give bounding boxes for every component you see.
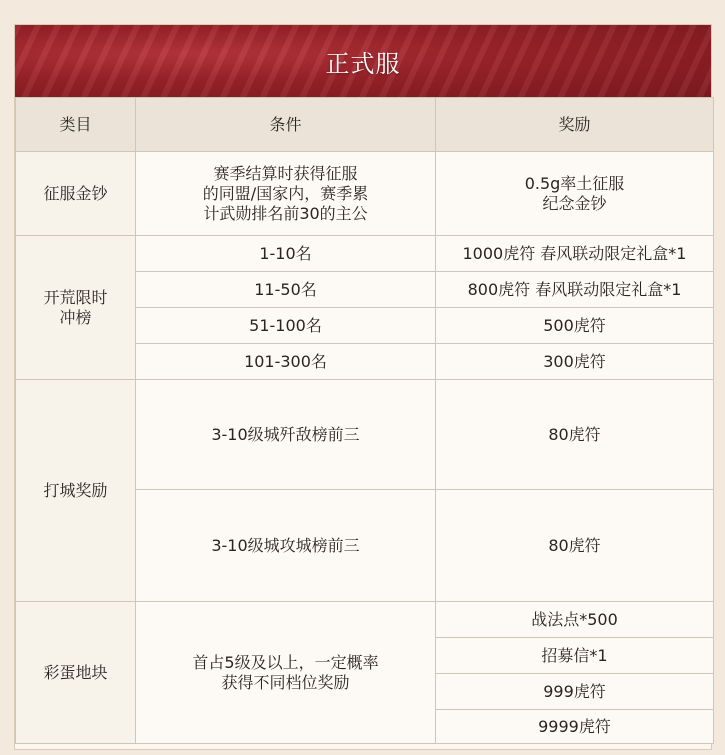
condition-cell [136,602,436,744]
condition-cell [136,152,436,236]
reward-cell: 80虎符 [436,490,714,602]
reward-cell: 80虎符 [436,380,714,490]
reward-line: 0.5g率土征服 [524,173,625,193]
table-header-row [16,98,714,152]
category-cell [16,602,136,744]
header-condition: 条件 [136,98,436,152]
condition-line: 计武勋排名前30的主公 [203,203,368,223]
header-reward: 奖励 [436,98,714,152]
reward-cell: 800虎符 春风联动限定礼盒*1 [436,272,714,308]
condition-cell: 101-300名 [136,344,436,380]
title-banner [15,25,711,97]
condition-cell: 51-100名 [136,308,436,344]
reward-cell: 300虎符 [436,344,714,380]
category-label: 打城奖励 [43,480,108,500]
condition-line: 赛季结算时获得征服 [213,163,358,183]
category-label: 开荒限时 [43,287,108,307]
reward-cell: 1000虎符 春风联动限定礼盒*1 [436,236,714,272]
condition-line: 获得不同档位奖励 [221,672,350,692]
reward-cell: 9999虎符 [436,710,714,744]
reward-cell: 招募信*1 [436,638,714,674]
reward-table [15,97,714,744]
table-row [16,602,714,638]
reward-cell: 999虎符 [436,674,714,710]
category-cell [16,380,136,602]
condition-cell: 11-50名 [136,272,436,308]
category-cell [16,152,136,236]
reward-cell [436,152,714,236]
condition-cell: 1-10名 [136,236,436,272]
table-row [16,152,714,236]
reward-cell: 战法点*500 [436,602,714,638]
reward-line: 纪念金钞 [542,193,607,213]
condition-cell: 3-10级城攻城榜前三 [136,490,436,602]
reward-cell: 500虎符 [436,308,714,344]
condition-cell: 3-10级城歼敌榜前三 [136,380,436,490]
condition-line: 的同盟/国家内，赛季累 [202,183,369,203]
category-cell [16,236,136,380]
category-label: 彩蛋地块 [43,662,108,682]
header-category: 类目 [16,98,136,152]
category-label: 冲榜 [59,307,92,327]
condition-line: 首占5级及以上，一定概率 [192,652,379,672]
page-title: 正式服 [325,49,401,78]
reward-panel [14,24,712,750]
table-row [16,380,714,490]
table-row [16,236,714,272]
category-label: 征服金钞 [43,183,108,203]
